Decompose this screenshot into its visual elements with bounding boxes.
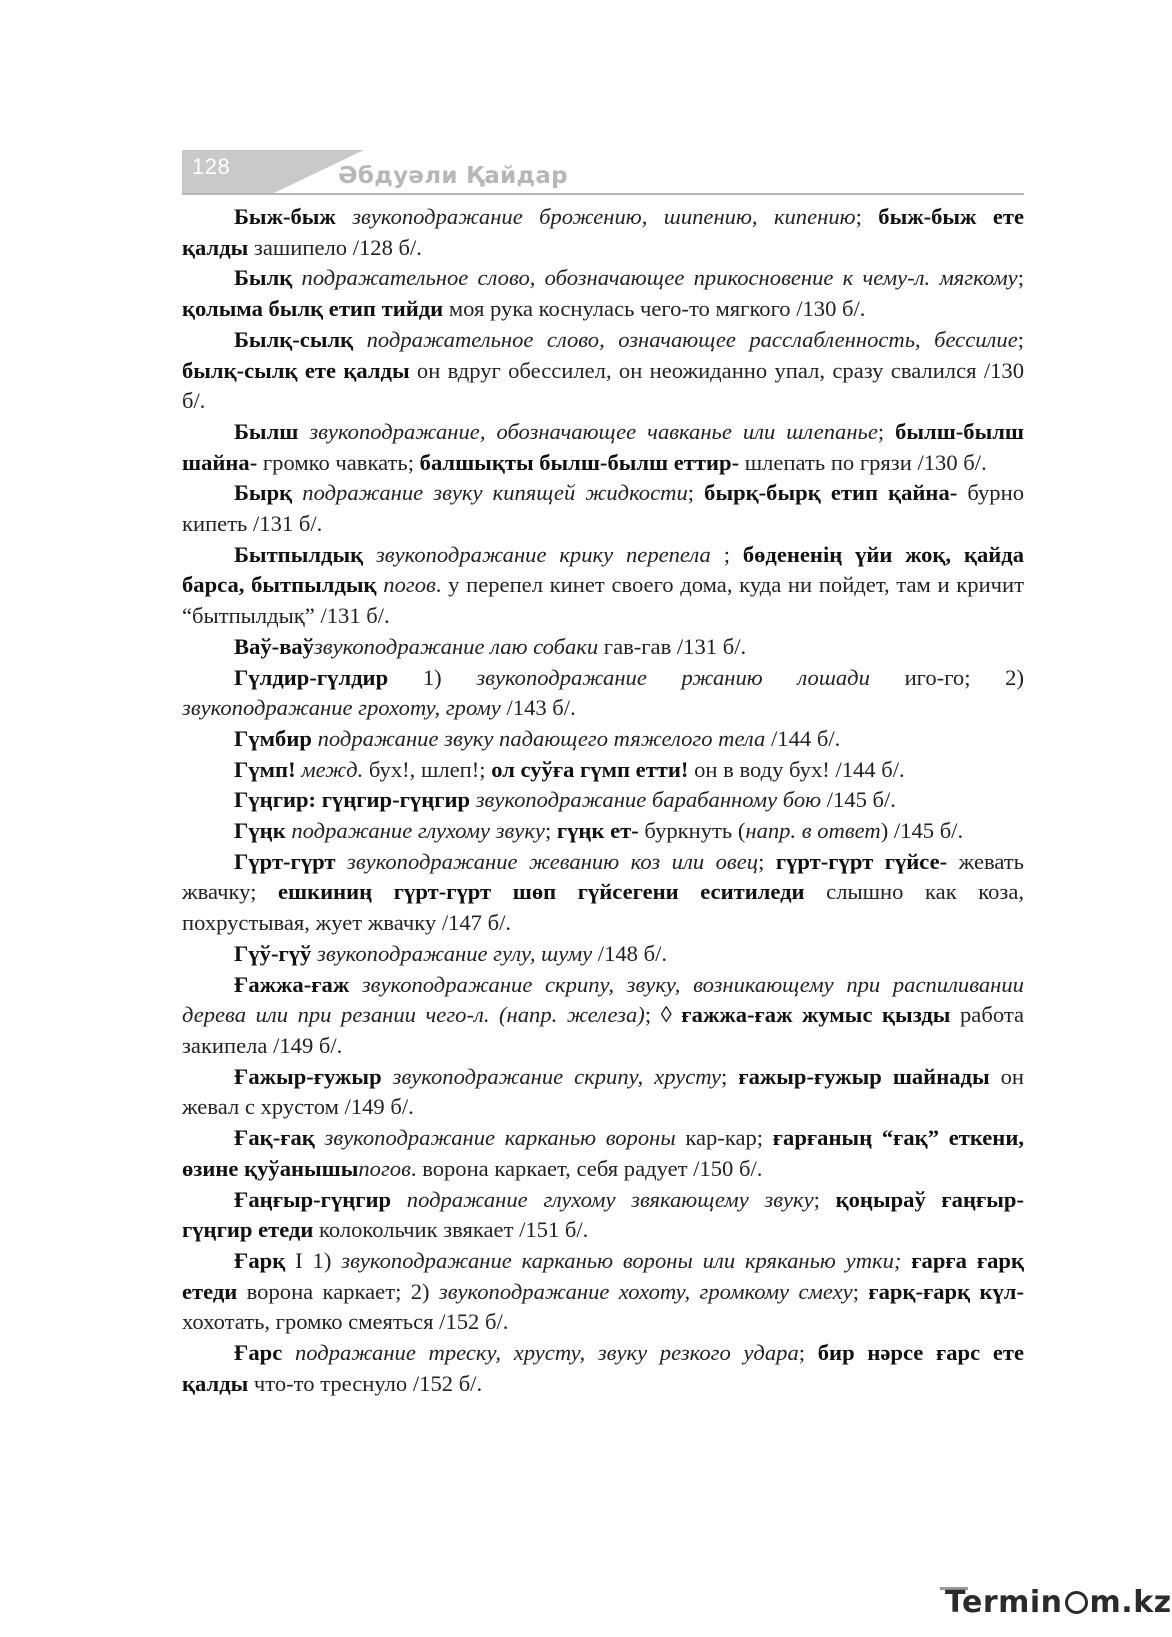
entry-text: /144 б/. xyxy=(765,725,841,751)
gloss-text: звукоподражание скрипу, звуку, возникающему при распиливании дерева или при резании чего-л. (напр. железа) xyxy=(182,971,1024,1028)
entry-text: ; xyxy=(1017,326,1024,352)
headword-text: ғажжа-ғаж жумыс қызды xyxy=(681,1002,951,1028)
entry-text: ) /145 б/. xyxy=(880,818,964,844)
headword-text: Ғарс xyxy=(234,1340,283,1366)
watermark-logo xyxy=(945,1585,1172,1620)
entry-text: ворона каркает; 2) xyxy=(237,1278,439,1304)
dictionary-entry xyxy=(182,663,1024,724)
dictionary-entry xyxy=(182,1185,1024,1246)
headword-text: Ғарқ xyxy=(234,1247,286,1273)
entry-text xyxy=(336,204,352,229)
headword-text: ғарғаның “ғақ” еткени, өзине қуўанышы xyxy=(182,1125,1024,1181)
headword-text: бир нәрсе ғарс ете қалды xyxy=(182,1340,1024,1396)
entry-text: . ворона каркает, себя радует /150 б/. xyxy=(410,1155,763,1181)
dictionary-entry xyxy=(182,263,1024,324)
headword-text: Гүмбир xyxy=(234,725,312,751)
entry-text: он жевал с хрустом /149 б/. xyxy=(182,1063,1024,1120)
headword-text: балшықты былш-былш еттир- xyxy=(419,449,740,475)
entry-text: ; xyxy=(758,848,776,874)
dictionary-entry xyxy=(182,939,1024,970)
entry-text: хохотать, громко смеяться /152 б/. xyxy=(182,1309,509,1335)
headword-text: былш-былш шайна- xyxy=(182,418,1024,475)
headword-text: Ваў-ваў xyxy=(234,633,314,659)
dictionary-entry xyxy=(182,202,1024,263)
dictionary-entry xyxy=(182,755,1024,786)
gloss-text: подражание глухому звуку xyxy=(291,818,545,844)
gloss-text: напр. в ответ xyxy=(745,818,881,844)
gloss-text: звукоподражание крику перепела xyxy=(375,541,711,567)
headword-text: Гүрт-гүрт xyxy=(234,848,336,874)
dictionary-entry xyxy=(182,724,1024,755)
gloss-text: межд. xyxy=(301,756,364,782)
entry-text xyxy=(315,1125,325,1150)
headword-text: Былш xyxy=(234,418,299,444)
headword-text: бырқ-бырқ етип қайна- xyxy=(704,480,958,506)
entry-text xyxy=(391,1187,407,1212)
headword-text: былқ-сылқ ете қалды xyxy=(182,357,410,383)
watermark-text-1: Termin xyxy=(945,1585,1063,1620)
gloss-text: погов xyxy=(358,1155,411,1181)
entry-text: гав-гав /131 б/. xyxy=(598,633,747,659)
entry-text: слышно как коза, похрустывая, жует жвачку /147 б/. xyxy=(182,879,1024,936)
entry-text: ; xyxy=(855,204,879,229)
entry-text: ; xyxy=(813,1186,836,1212)
entry-text: он вдруг обессилел, он неожиданно упал, сразу свалился /130 б/. xyxy=(182,357,1024,414)
gloss-text: звукоподражание карканью вороны xyxy=(324,1125,676,1151)
watermark-o-circle xyxy=(1065,1591,1088,1614)
header-rule xyxy=(182,193,1024,195)
entry-text: что-то треснуло /152 б/. xyxy=(248,1370,483,1396)
entry-text xyxy=(353,327,366,352)
gloss-text: звукоподражание грохоту, грому xyxy=(182,695,501,721)
entry-text: моя рука коснулась чего-то мягкого /130 б/. xyxy=(443,296,866,322)
gloss-text: погов xyxy=(383,572,436,598)
headword-text: Гүў-гүў xyxy=(234,940,312,966)
entry-text: ; xyxy=(687,480,705,506)
running-head-author: Әбдуәли Қайдар xyxy=(338,163,568,189)
page-number: 128 xyxy=(192,154,231,179)
entry-text xyxy=(335,849,347,874)
entry-text: буркнуть ( xyxy=(638,818,746,844)
gloss-text: подражание звуку падающего тяжелого тела xyxy=(317,725,766,751)
gloss-text: звукоподражание гулу, шуму xyxy=(317,940,593,966)
dictionary-entry xyxy=(182,970,1024,1062)
entry-text xyxy=(282,1340,295,1365)
entry-text: бурно кипеть /131 б/. xyxy=(182,480,1024,537)
headword-text: ғарға ғарқ етеди xyxy=(182,1247,1024,1304)
gloss-text: подражание глухому звякающему звуку xyxy=(406,1186,814,1212)
entry-text: кар-кар; xyxy=(675,1125,773,1151)
entry-text xyxy=(901,1248,911,1273)
entry-text: /148 б/. xyxy=(592,940,668,966)
headword-text: Ғажжа-ғаж xyxy=(234,971,350,997)
gloss-text: звукоподражание жеванию коз или овец xyxy=(347,848,759,874)
dictionary-entries xyxy=(182,202,1024,1399)
gloss-text: звукоподражание ржанию лошади xyxy=(476,664,870,690)
entry-text: иго-го; 2) xyxy=(869,664,1024,690)
gloss-text: звукоподражание брожению, шипению, кипению xyxy=(352,204,856,229)
entry-text: громко чавкать; xyxy=(257,449,420,475)
watermark-text-3: m.kz xyxy=(1089,1585,1172,1620)
gloss-text: звукоподражание хохоту, громкому смеху xyxy=(438,1278,853,1304)
dictionary-entry xyxy=(182,785,1024,816)
headword-text: бөдененің үйи жоқ, қайда барса, бытпылдық xyxy=(182,541,1024,598)
entry-text xyxy=(292,265,301,290)
headword-text: гүрт-гүрт гүйсе- xyxy=(775,848,948,874)
headword-text: гүңк ет- xyxy=(556,818,639,844)
entry-text: ; xyxy=(798,1340,818,1366)
headword-text: Былқ-сылқ xyxy=(234,326,354,352)
dictionary-entry xyxy=(182,1338,1024,1399)
gloss-text: подражание звуку кипящей жидкости xyxy=(302,480,688,506)
headword-text: Ғаңғыр-гүңгир xyxy=(234,1186,392,1212)
gloss-text: звукоподражание лаю собаки xyxy=(313,633,599,659)
entry-text: /145 б/. xyxy=(821,787,896,813)
headword-text: Былқ xyxy=(234,265,293,291)
dictionary-entry xyxy=(182,1246,1024,1338)
entry-text xyxy=(349,972,362,997)
dictionary-entry xyxy=(182,847,1024,939)
headword-text: Бытпылдық xyxy=(234,541,364,567)
entry-text: I 1) xyxy=(285,1247,342,1273)
headword-text: Гүлдир-гүлдир xyxy=(234,664,389,690)
dictionary-entry xyxy=(182,632,1024,663)
entry-text: ; xyxy=(544,818,557,844)
headword-text: Ғажыр-ғужыр xyxy=(234,1063,382,1089)
gloss-text: звукоподражание карканью вороны или кряканью утки; xyxy=(341,1247,902,1273)
entry-text xyxy=(298,419,309,444)
entry-text: ; xyxy=(721,1063,739,1089)
dictionary-entry xyxy=(182,478,1024,539)
headword-text: ешкиниң гүрт-гүрт шөп гүйсегени еситиледи xyxy=(278,879,805,905)
gloss-text: звукоподражание, обозначающее чавканье или шлепанье xyxy=(309,418,878,444)
entry-text: колокольчик звякает /151 б/. xyxy=(313,1217,589,1243)
gloss-text: звукоподражание скрипу, хрусту xyxy=(392,1063,722,1089)
entry-text: ; ◊ xyxy=(644,1002,682,1028)
entry-text xyxy=(382,1064,393,1089)
headword-text: Ғақ-ғақ xyxy=(234,1125,315,1151)
dictionary-entry xyxy=(182,816,1024,847)
gloss-text: подражание треску, хрусту, звуку резкого удара xyxy=(294,1340,799,1366)
headword-text: ол суўға гүмп етти! xyxy=(491,756,689,782)
entry-text: ; xyxy=(852,1278,869,1304)
headword-text: быж-быж ете қалды xyxy=(182,204,1024,260)
gloss-text: подражательное слово, обозначающее прикосновение к чему-л. мягкому xyxy=(301,265,1018,291)
entry-text: ; xyxy=(1017,265,1024,291)
entry-text xyxy=(363,542,376,567)
headword-text: Бырқ xyxy=(234,480,293,506)
headword-text: ғарқ-ғарқ күл- xyxy=(868,1278,1025,1304)
gloss-text: звукоподражание барабанному бою xyxy=(475,787,822,813)
dictionary-entry xyxy=(182,1123,1024,1184)
headword-text: ғажыр-ғужыр шайнады xyxy=(738,1063,990,1089)
dictionary-entry xyxy=(182,1062,1024,1123)
entry-text: шлепать по грязи /130 б/. xyxy=(739,449,987,475)
headword-text: қолыма былқ етип тийди xyxy=(182,296,444,322)
entry-text: /143 б/. xyxy=(500,695,576,721)
entry-text: ; xyxy=(710,541,743,567)
entry-text: бух!, шлеп!; xyxy=(363,756,492,782)
headword-text: қоңыраў ғаңғыр-гүңгир етеди xyxy=(182,1186,1024,1243)
headword-text: Гүңгир: гүңгир-гүңгир xyxy=(234,787,471,813)
entry-text: он в воду бух! /144 б/. xyxy=(688,756,905,782)
headword-text: Быж-быж xyxy=(234,204,336,229)
entry-text xyxy=(292,480,302,505)
entry-text: зашипело /128 б/. xyxy=(248,234,422,260)
entry-text: работа закипела /149 б/. xyxy=(182,1002,1024,1058)
entry-text: жевать жвачку; xyxy=(182,848,1024,905)
headword-text: Гүмп! xyxy=(234,756,296,782)
dictionary-entry xyxy=(182,540,1024,632)
entry-text: . у перепел кинет своего дома, куда ни пойдет, там и кричит “бытпылдық” /131 б/. xyxy=(182,572,1025,629)
entry-text: ; xyxy=(877,418,896,444)
gloss-text: подражательное слово, означающее расслабленность, бессилие xyxy=(366,326,1018,352)
headword-text: Гүңк xyxy=(234,818,286,844)
dictionary-entry xyxy=(182,325,1024,417)
dictionary-entry xyxy=(182,417,1024,478)
entry-text: 1) xyxy=(388,664,477,690)
